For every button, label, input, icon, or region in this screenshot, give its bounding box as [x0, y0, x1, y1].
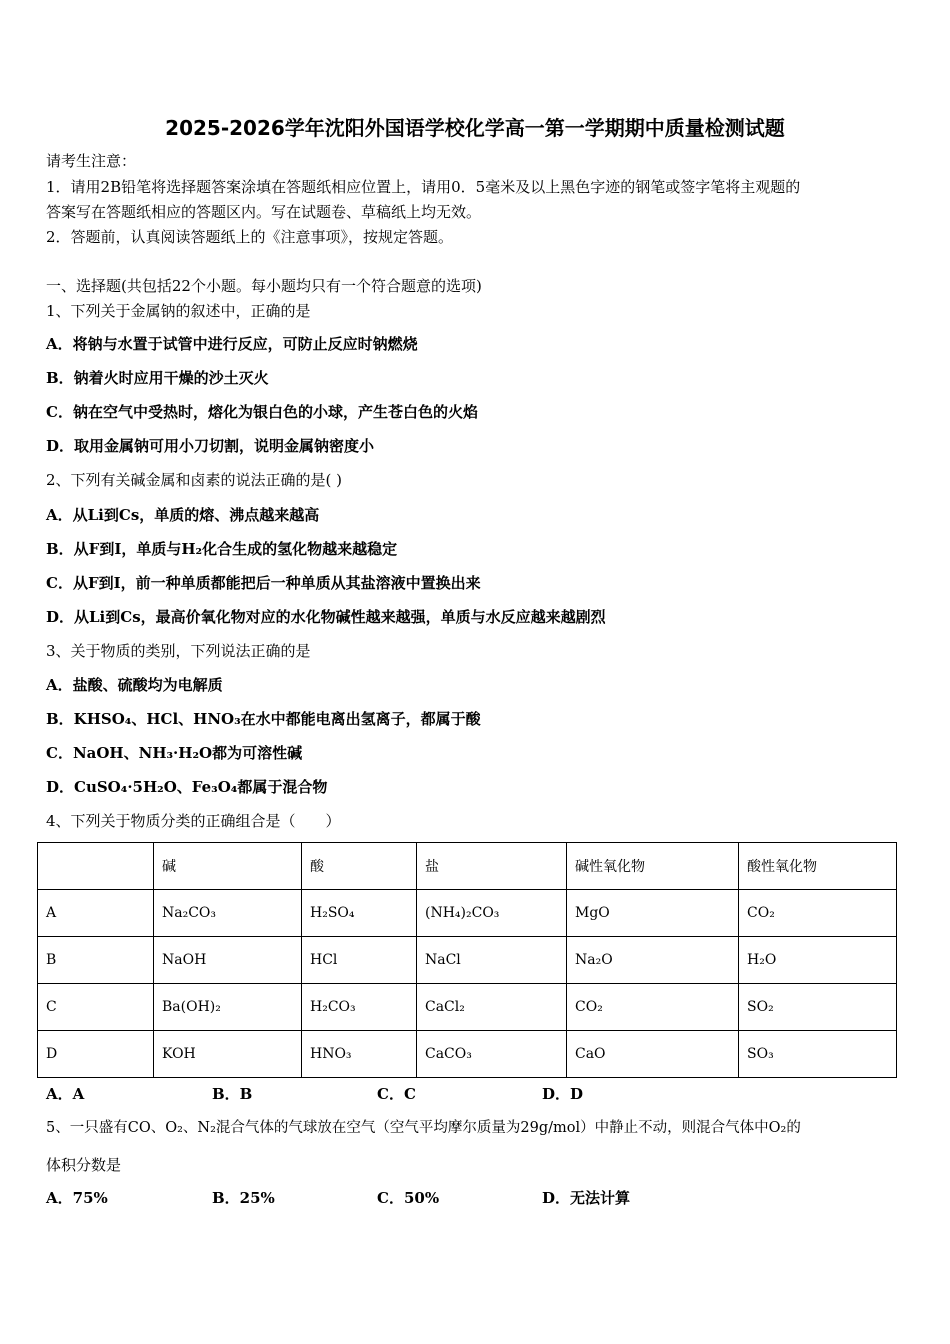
table-cell: H₂CO₃: [302, 984, 417, 1031]
table-cell: A: [38, 890, 154, 937]
option: C．C: [377, 1085, 416, 1103]
table-header: 酸性氧化物: [739, 843, 897, 890]
table-row: [38, 890, 897, 937]
table-header: 盐: [417, 843, 567, 890]
table-cell: HCl: [302, 937, 417, 984]
option: B．KHSO₄、HCl、HNO₃在水中都能电离出氢离子，都属于酸: [46, 710, 481, 728]
notice-line: 1．请用2B铅笔将选择题答案涂填在答题纸相应位置上，请用0．5毫米及以上黑色字迹的钢笔或签字笔将主观题的: [46, 178, 801, 196]
table-row: [38, 1031, 897, 1078]
table-cell: CO₂: [567, 984, 739, 1031]
table-cell: D: [38, 1031, 154, 1078]
notice-line: 答案写在答题纸相应的答题区内。写在试题卷、草稿纸上均无效。: [46, 203, 482, 221]
question-stem: 1、下列关于金属钠的叙述中，正确的是: [46, 302, 311, 320]
table-cell: SO₂: [739, 984, 897, 1031]
section-heading: 一、选择题(共包括22个小题。每小题均只有一个符合题意的选项): [46, 277, 482, 295]
table-header: 碱性氧化物: [567, 843, 739, 890]
page-title: 2025-2026学年沈阳外国语学校化学高一第一学期期中质量检测试题: [165, 116, 785, 140]
option: D．CuSO₄·5H₂O、Fe₃O₄都属于混合物: [46, 778, 328, 796]
table-cell: CaCO₃: [417, 1031, 567, 1078]
table-header: 酸: [302, 843, 417, 890]
notice-line: 2．答题前，认真阅读答题纸上的《注意事项》，按规定答题。: [46, 228, 454, 246]
table-cell: H₂O: [739, 937, 897, 984]
table-cell: CaCl₂: [417, 984, 567, 1031]
option: B．25%: [212, 1189, 275, 1207]
option: B．B: [212, 1085, 253, 1103]
question-stem-continued: 体积分数是: [46, 1156, 122, 1174]
table-cell: NaCl: [417, 937, 567, 984]
option: A．从Li到Cs，单质的熔、沸点越来越高: [46, 506, 320, 524]
table-cell: CO₂: [739, 890, 897, 937]
table-cell: SO₃: [739, 1031, 897, 1078]
option: C．从F到I，前一种单质都能把后一种单质从其盐溶液中置换出来: [46, 574, 481, 592]
table-cell: Ba(OH)₂: [154, 984, 302, 1031]
option: D．取用金属钠可用小刀切割，说明金属钠密度小: [46, 437, 375, 455]
table-cell: Na₂O: [567, 937, 739, 984]
option: D．D: [542, 1085, 584, 1103]
table-row: [38, 984, 897, 1031]
question-stem: 5、一只盛有CO、O₂、N₂混合气体的气球放在空气（空气平均摩尔质量为29g/mol）中静止不动，则混合气体中O₂的: [46, 1120, 801, 1136]
option: A．盐酸、硫酸均为电解质: [46, 676, 223, 694]
option: C．NaOH、NH₃·H₂O都为可溶性碱: [46, 744, 303, 762]
table-header-row: [38, 843, 897, 890]
option: C．50%: [377, 1189, 440, 1207]
table-cell: Na₂CO₃: [154, 890, 302, 937]
table-cell: H₂SO₄: [302, 890, 417, 937]
table-cell: NaOH: [154, 937, 302, 984]
notice-heading: 请考生注意：: [46, 152, 137, 170]
table-header: [38, 843, 154, 890]
table-cell: KOH: [154, 1031, 302, 1078]
option: A．A: [46, 1085, 85, 1103]
option: D．无法计算: [542, 1189, 631, 1207]
table-cell: MgO: [567, 890, 739, 937]
question-stem: 4、下列关于物质分类的正确组合是（ ）: [46, 812, 341, 830]
question-stem: 2、下列有关碱金属和卤素的说法正确的是( ): [46, 471, 343, 489]
option: A．75%: [46, 1189, 108, 1207]
table-cell: CaO: [567, 1031, 739, 1078]
option: B．从F到I，单质与H₂化合生成的氢化物越来越稳定: [46, 540, 398, 558]
table-cell: (NH₄)₂CO₃: [417, 890, 567, 937]
option: A．将钠与水置于试管中进行反应，可防止反应时钠燃烧: [46, 335, 418, 353]
option: D．从Li到Cs，最高价氧化物对应的水化物碱性越来越强，单质与水反应越来越剧烈: [46, 608, 606, 626]
option: B．钠着火时应用干燥的沙土灭火: [46, 369, 269, 387]
question-stem: 3、关于物质的类别，下列说法正确的是: [46, 642, 311, 660]
table-row: [38, 937, 897, 984]
classification-table: [37, 842, 897, 1078]
table-cell: HNO₃: [302, 1031, 417, 1078]
table-cell: B: [38, 937, 154, 984]
table-cell: C: [38, 984, 154, 1031]
table-header: 碱: [154, 843, 302, 890]
option: C．钠在空气中受热时，熔化为银白色的小球，产生苍白色的火焰: [46, 403, 478, 421]
